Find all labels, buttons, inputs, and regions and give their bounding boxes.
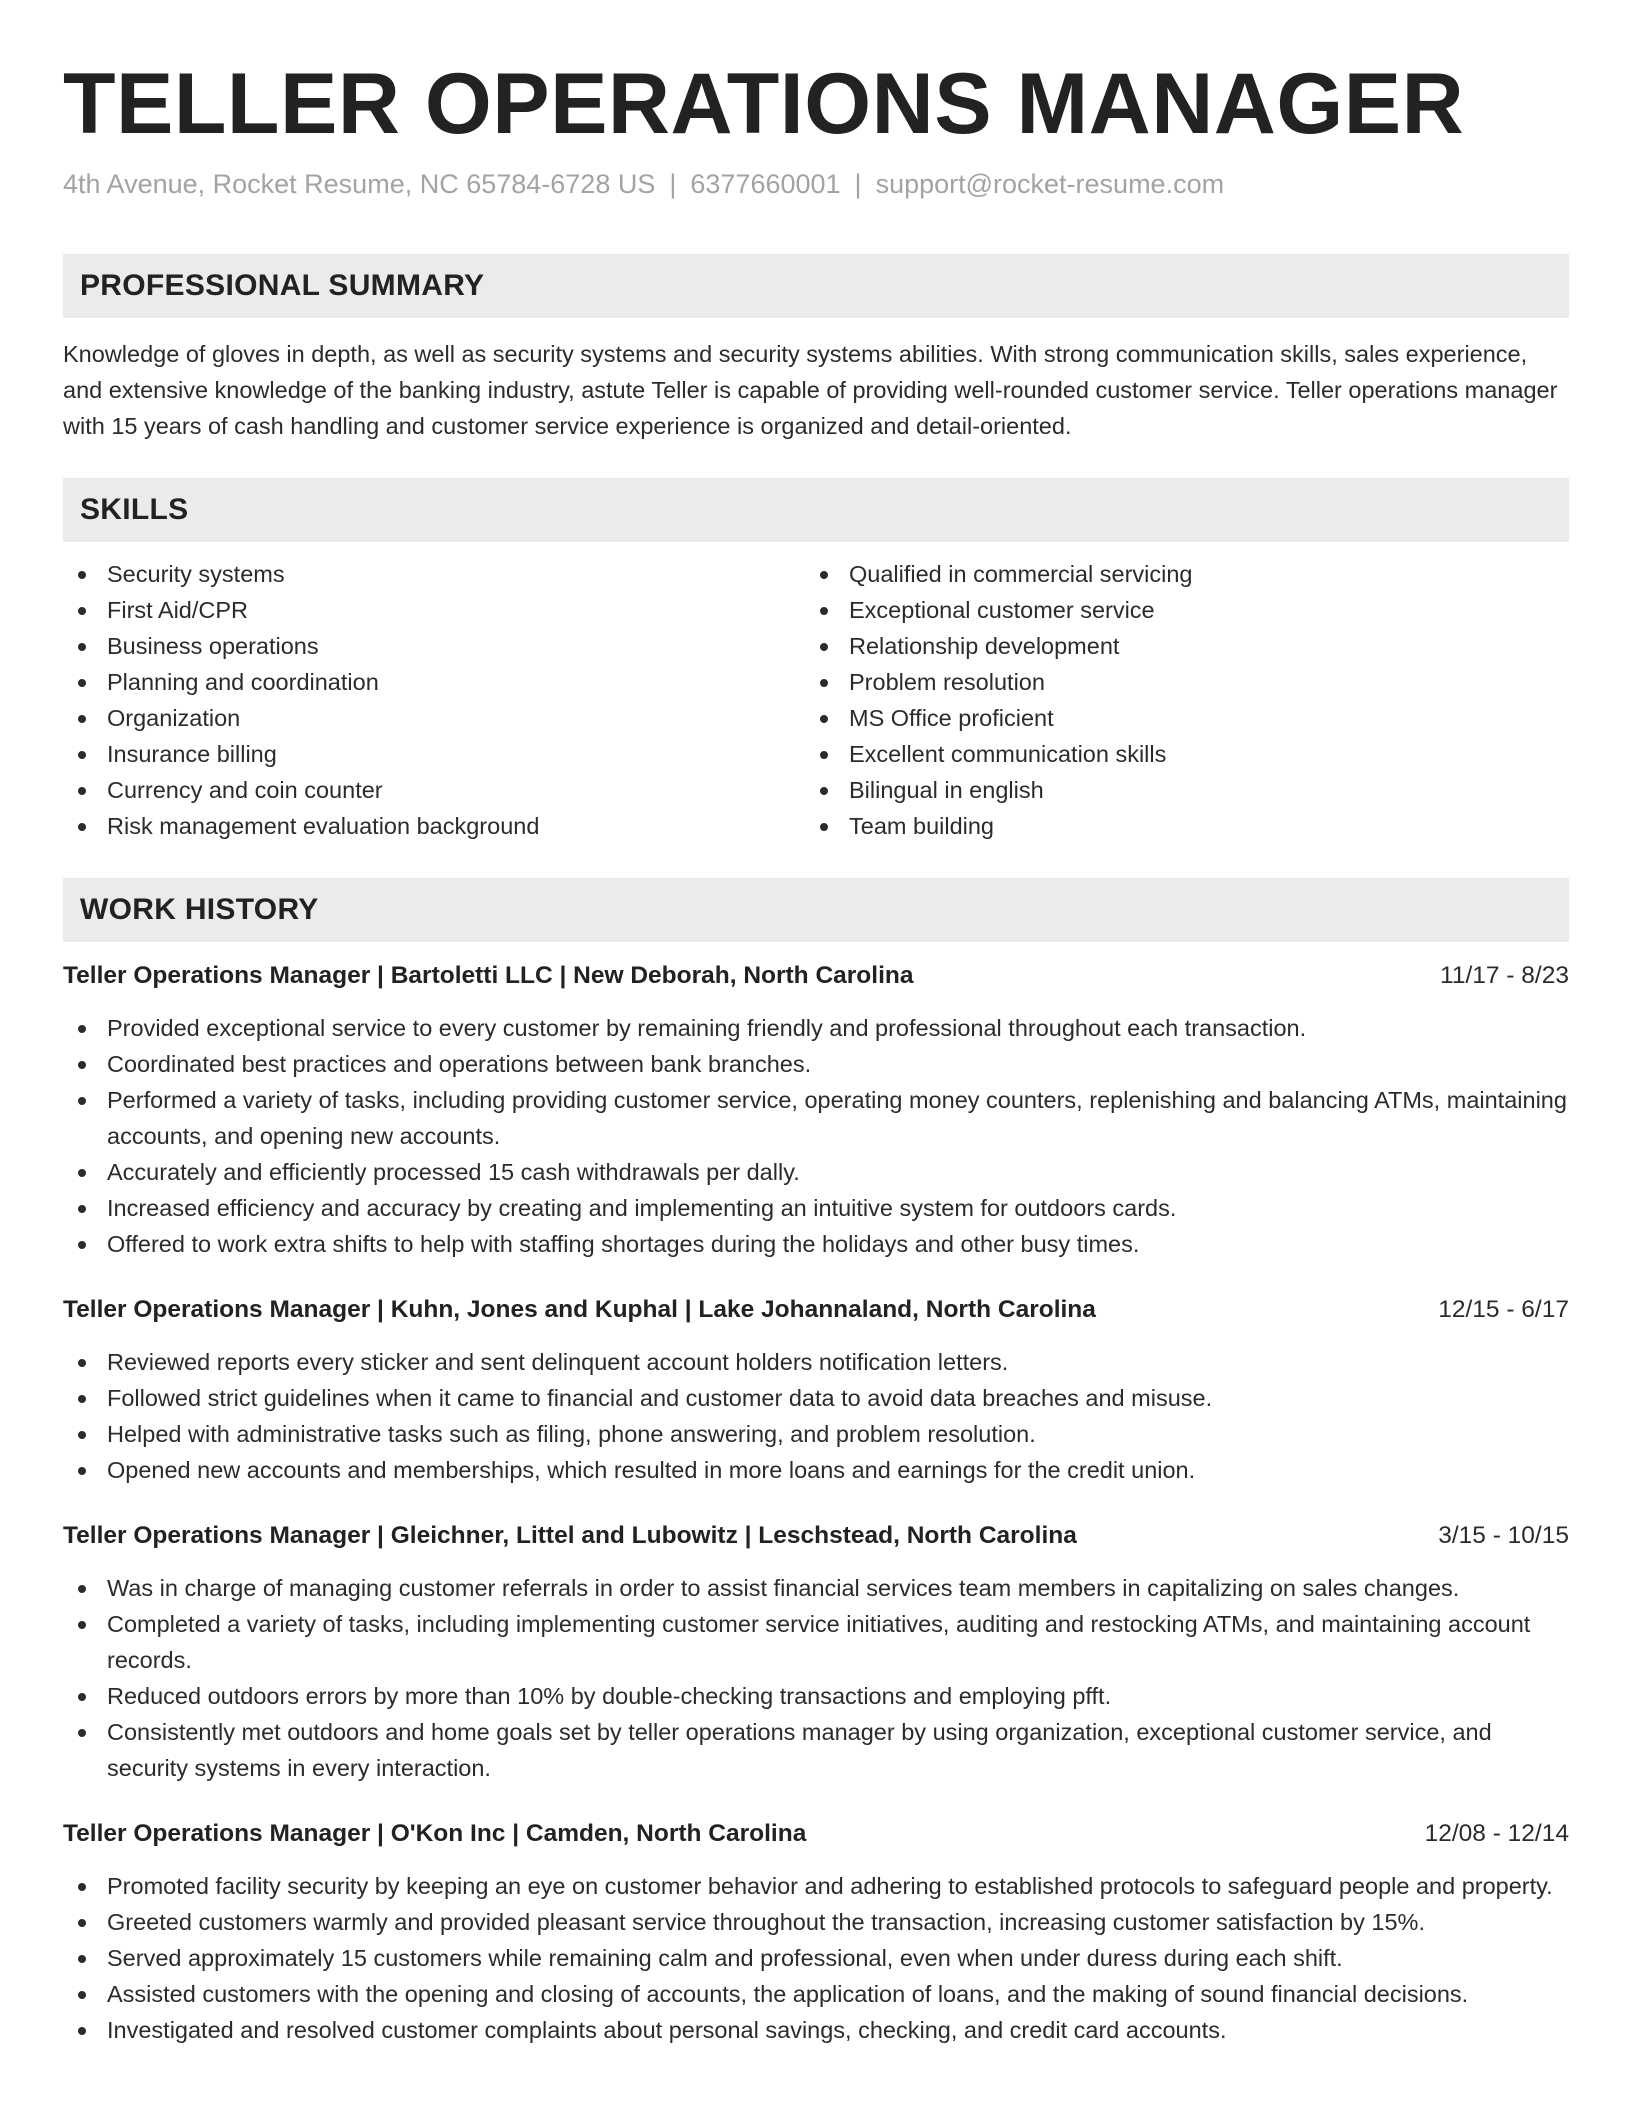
skill-item: Exceptional customer service — [805, 592, 1547, 628]
job-bullet: Increased efficiency and accuracy by creating and implementing an intuitive system for outdoors cards. — [63, 1190, 1569, 1226]
job-entry — [63, 1518, 1569, 1786]
job-bullet: Consistently met outdoors and home goals set by teller operations manager by using organization, exceptional customer service, and security systems in every interaction. — [63, 1714, 1569, 1786]
job-title: Teller Operations Manager | O'Kon Inc | Camden, North Carolina — [63, 1820, 807, 1847]
section-header-summary: PROFESSIONAL SUMMARY — [63, 254, 1569, 318]
skill-item: Security systems — [63, 556, 805, 592]
job-bullet: Helped with administrative tasks such as filing, phone answering, and problem resolution. — [63, 1416, 1569, 1452]
summary-text: Knowledge of gloves in depth, as well as security systems and security systems abilities. With strong communication skills, sales experience, and extensive knowledge of the banking industry, astute Teller is capable of providing well-rounded customer service. Teller operations manager with 15 years of cash handling and customer service experience is organized and detail-oriented. — [63, 341, 1558, 439]
skill-item: Problem resolution — [805, 664, 1547, 700]
job-title-row — [63, 1816, 1569, 1852]
job-entry — [63, 958, 1569, 1262]
job-bullet: Accurately and efficiently processed 15 cash withdrawals per dally. — [63, 1154, 1569, 1190]
job-bullet: Reduced outdoors errors by more than 10% by double-checking transactions and employing pfft. — [63, 1678, 1569, 1714]
resume-name: TELLER OPERATIONS MANAGER — [63, 56, 1465, 152]
skill-item: Business operations — [63, 628, 805, 664]
contact-line — [63, 166, 1569, 202]
job-entry — [63, 1292, 1569, 1488]
contact-separator: | — [854, 169, 862, 199]
job-bullet: Promoted facility security by keeping an eye on customer behavior and adhering to established protocols to safeguard people and property. — [63, 1868, 1569, 1904]
job-title: Teller Operations Manager | Kuhn, Jones and Kuphal | Lake Johannaland, North Carolina — [63, 1296, 1096, 1323]
job-bullet: Was in charge of managing customer referrals in order to assist financial services team members in capitalizing on sales changes. — [63, 1570, 1569, 1606]
skill-item: Qualified in commercial servicing — [805, 556, 1547, 592]
job-bullet: Coordinated best practices and operations between bank branches. — [63, 1046, 1569, 1082]
job-bullets — [63, 1868, 1569, 2048]
skill-item: Insurance billing — [63, 736, 805, 772]
section-header-work-history: WORK HISTORY — [63, 878, 1569, 942]
skills-column-left — [63, 556, 805, 844]
contact-email: support@rocket-resume.com — [875, 169, 1225, 199]
job-bullet: Offered to work extra shifts to help with staffing shortages during the holidays and other busy times. — [63, 1226, 1569, 1262]
job-dates: 12/15 - 6/17 — [1438, 1296, 1569, 1323]
job-title-row — [63, 1292, 1569, 1328]
job-bullet: Assisted customers with the opening and closing of accounts, the application of loans, and the making of sound financial decisions. — [63, 1976, 1569, 2012]
job-bullet: Followed strict guidelines when it came to financial and customer data to avoid data breaches and misuse. — [63, 1380, 1569, 1416]
skill-item: Relationship development — [805, 628, 1547, 664]
contact-separator: | — [669, 169, 677, 199]
skill-item: First Aid/CPR — [63, 592, 805, 628]
skills-grid — [63, 556, 1569, 844]
job-entry — [63, 1816, 1569, 2048]
job-bullet: Served approximately 15 customers while remaining calm and professional, even when under duress during each shift. — [63, 1940, 1569, 1976]
job-bullets — [63, 1570, 1569, 1786]
job-bullet: Greeted customers warmly and provided pleasant service throughout the transaction, increasing customer satisfaction by 15%. — [63, 1904, 1569, 1940]
job-dates: 11/17 - 8/23 — [1440, 962, 1569, 989]
skill-item: Organization — [63, 700, 805, 736]
skill-item: Bilingual in english — [805, 772, 1547, 808]
skill-item: Excellent communication skills — [805, 736, 1547, 772]
contact-phone: 6377660001 — [690, 169, 841, 199]
job-bullet: Reviewed reports every sticker and sent delinquent account holders notification letters. — [63, 1344, 1569, 1380]
job-bullet: Performed a variety of tasks, including providing customer service, operating money counters, replenishing and balancing ATMs, maintaining accounts, and opening new accounts. — [63, 1082, 1569, 1154]
job-bullet: Opened new accounts and memberships, which resulted in more loans and earnings for the credit union. — [63, 1452, 1569, 1488]
job-title-row — [63, 1518, 1569, 1554]
skills-column-right — [805, 556, 1547, 844]
job-bullet: Completed a variety of tasks, including implementing customer service initiatives, auditing and restocking ATMs, and maintaining account records. — [63, 1606, 1569, 1678]
skill-item: Currency and coin counter — [63, 772, 805, 808]
skill-item: MS Office proficient — [805, 700, 1547, 736]
job-bullets — [63, 1010, 1569, 1262]
section-header-skills: SKILLS — [63, 478, 1569, 542]
job-bullet: Provided exceptional service to every customer by remaining friendly and professional throughout each transaction. — [63, 1010, 1569, 1046]
job-dates: 3/15 - 10/15 — [1438, 1522, 1569, 1549]
contact-address: 4th Avenue, Rocket Resume, NC 65784-6728 US — [63, 169, 656, 199]
skill-item: Team building — [805, 808, 1547, 844]
skill-item: Planning and coordination — [63, 664, 805, 700]
job-dates: 12/08 - 12/14 — [1424, 1820, 1569, 1847]
skill-item: Risk management evaluation background — [63, 808, 805, 844]
job-title: Teller Operations Manager | Gleichner, Littel and Lubowitz | Leschstead, North Carolina — [63, 1522, 1077, 1549]
job-title: Teller Operations Manager | Bartoletti LLC | New Deborah, North Carolina — [63, 962, 914, 989]
job-bullet: Investigated and resolved customer complaints about personal savings, checking, and credit card accounts. — [63, 2012, 1569, 2048]
job-title-row — [63, 958, 1569, 994]
job-bullets — [63, 1344, 1569, 1488]
